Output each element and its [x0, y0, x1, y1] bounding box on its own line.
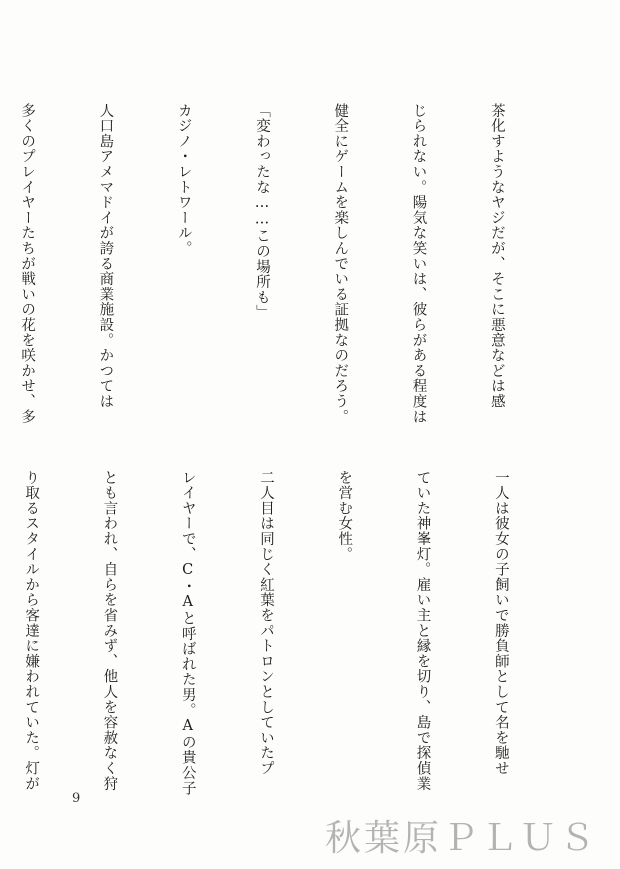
text-line: レイヤーで、C・Aと呼ばれた男。Aの貴公子 — [179, 470, 196, 796]
text-line: 茶化すようなヤジだが、そこに悪意などは感 — [488, 103, 505, 409]
text-line: 二人目は同じく紅葉をパトロンとしていたプ — [257, 470, 274, 776]
text-line: とも言われ、自らを省みず、他人を容赦なく狩 — [101, 470, 118, 792]
text-line: を営む女性。 — [336, 470, 353, 562]
lower-text-block — [23, 470, 566, 796]
page-number: 9 — [72, 791, 81, 806]
text-line: 人口島アメマドイが誇る商業施設。かつては — [97, 103, 114, 409]
text-line: 多くのプレイヤーたちが戦いの花を咲かせ、多 — [19, 103, 36, 425]
text-line: じられない。陽気な笑いは、彼らがある程度は — [410, 103, 427, 425]
text-line: 「変わったな……この場所も」 — [253, 103, 270, 321]
text-line: 健全にゲームを楽しんでいる証拠なのだろう。 — [332, 103, 349, 425]
watermark-logo: 秋葉原ＰＬＵＳ — [324, 818, 598, 859]
text-line: り取るスタイルから客達に嫌われていた。灯が — [23, 470, 40, 792]
text-line: 一人は彼女の子飼いで勝負師として名を馳せ — [492, 470, 509, 776]
text-line: ていた神峯灯。雇い主と縁を切り、島で探偵業 — [414, 470, 431, 792]
upper-text-block — [19, 103, 562, 425]
text-line: カジノ・レトワール。 — [175, 103, 192, 256]
